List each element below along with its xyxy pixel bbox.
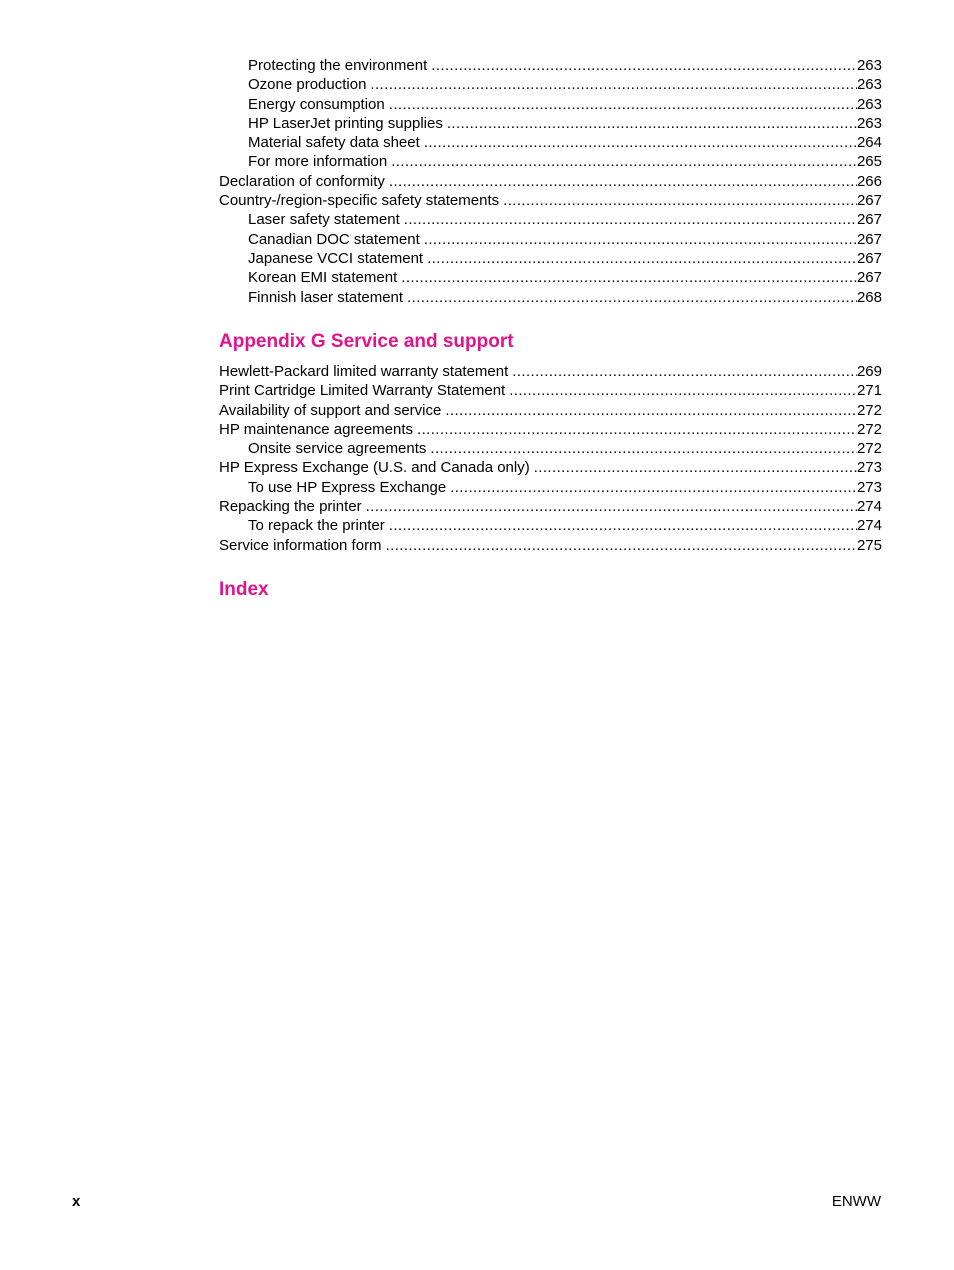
toc-entry[interactable] bbox=[219, 439, 882, 458]
toc-entry-page: 263 bbox=[856, 76, 882, 94]
toc-entry-page: 263 bbox=[856, 95, 882, 113]
toc-entry-title: HP LaserJet printing supplies bbox=[248, 114, 443, 132]
toc-entry-title: Onsite service agreements bbox=[248, 440, 427, 458]
dot-leader bbox=[450, 478, 857, 497]
dot-leader bbox=[534, 458, 857, 477]
toc-entry-title: Material safety data sheet bbox=[248, 134, 420, 152]
dot-leader bbox=[366, 497, 857, 516]
toc-entry[interactable] bbox=[219, 210, 882, 229]
dot-leader bbox=[401, 268, 857, 287]
toc-entry-page: 273 bbox=[856, 459, 882, 477]
dot-leader bbox=[391, 152, 857, 171]
toc-entry-page: 273 bbox=[856, 478, 882, 496]
toc-entry-title: For more information bbox=[248, 153, 388, 171]
toc-entry-title: Print Cartridge Limited Warranty Statement bbox=[219, 382, 506, 400]
toc-entry-title: Service information form bbox=[219, 536, 382, 554]
toc-entry[interactable] bbox=[219, 536, 882, 555]
toc-entry-page: 266 bbox=[856, 172, 882, 190]
toc-entry-page: 267 bbox=[856, 192, 882, 210]
toc-entry-page: 267 bbox=[856, 249, 882, 267]
toc-entry-page: 267 bbox=[856, 230, 882, 248]
toc-entry-title: Repacking the printer bbox=[219, 498, 362, 516]
toc-entry-title: Energy consumption bbox=[248, 95, 385, 113]
toc-entry-page: 263 bbox=[856, 57, 882, 74]
toc-entry[interactable] bbox=[219, 191, 882, 210]
toc-entry-title: Country-/region-specific safety statements bbox=[219, 192, 500, 210]
toc-entry-title: Ozone production bbox=[248, 76, 367, 94]
dot-leader bbox=[445, 401, 857, 420]
toc-entry[interactable] bbox=[219, 497, 882, 516]
toc-entry-page: 272 bbox=[856, 401, 882, 419]
toc-entry[interactable] bbox=[219, 288, 882, 307]
toc-entry[interactable] bbox=[219, 133, 882, 152]
toc-entry[interactable] bbox=[219, 172, 882, 191]
toc-entry-title: Protecting the environment bbox=[248, 57, 428, 74]
toc-entry-title: Korean EMI statement bbox=[248, 269, 398, 287]
index-heading[interactable]: Index bbox=[219, 579, 269, 600]
dot-leader bbox=[389, 516, 857, 535]
toc-entry[interactable] bbox=[219, 114, 882, 133]
toc-entry-page: 267 bbox=[856, 211, 882, 229]
dot-leader bbox=[389, 172, 857, 191]
toc-entry[interactable] bbox=[219, 458, 882, 477]
toc-entry[interactable] bbox=[219, 420, 882, 439]
toc-entry[interactable] bbox=[219, 75, 882, 94]
toc-entry-title: Canadian DOC statement bbox=[248, 230, 420, 248]
toc-entry-page: 274 bbox=[856, 517, 882, 535]
dot-leader bbox=[407, 288, 857, 307]
dot-leader bbox=[404, 210, 857, 229]
toc-entry-page: 272 bbox=[856, 420, 882, 438]
toc-entry[interactable] bbox=[219, 230, 882, 249]
toc-entry-page: 263 bbox=[856, 114, 882, 132]
toc-entry[interactable] bbox=[219, 362, 882, 381]
toc-entry-page: 267 bbox=[856, 269, 882, 287]
dot-leader bbox=[512, 362, 857, 381]
toc-entry[interactable] bbox=[219, 56, 882, 75]
toc-entry-title: Japanese VCCI statement bbox=[248, 249, 424, 267]
toc-entry-page: 272 bbox=[856, 440, 882, 458]
toc-entry-title: Finnish laser statement bbox=[248, 288, 404, 306]
toc-entry-page: 271 bbox=[856, 382, 882, 400]
toc-entry[interactable] bbox=[219, 152, 882, 171]
toc-entry-title: Laser safety statement bbox=[248, 211, 400, 229]
toc-entry-page: 269 bbox=[856, 363, 882, 380]
dot-leader bbox=[424, 133, 857, 152]
toc-entry-title: Hewlett-Packard limited warranty statement bbox=[219, 363, 509, 380]
toc-entry-page: 264 bbox=[856, 134, 882, 152]
toc-entry[interactable] bbox=[219, 268, 882, 287]
dot-leader bbox=[424, 230, 857, 249]
toc-entry-title: Availability of support and service bbox=[219, 401, 442, 419]
toc-entry-page: 268 bbox=[856, 288, 882, 306]
toc-entry-title: HP Express Exchange (U.S. and Canada only) bbox=[219, 459, 530, 477]
footer-label: ENWW bbox=[831, 1193, 881, 1210]
footer-page-number: x bbox=[72, 1193, 81, 1210]
dot-leader bbox=[417, 420, 857, 439]
toc-entry[interactable] bbox=[219, 95, 882, 114]
dot-leader bbox=[427, 249, 857, 268]
dot-leader bbox=[389, 95, 857, 114]
dot-leader bbox=[370, 75, 857, 94]
dot-leader bbox=[509, 381, 857, 400]
toc-entry-page: 275 bbox=[856, 536, 882, 554]
toc-list-appendix-g bbox=[219, 362, 882, 555]
dot-leader bbox=[503, 191, 857, 210]
toc-entry-title: Declaration of conformity bbox=[219, 172, 385, 190]
dot-leader bbox=[386, 536, 857, 555]
toc-entry[interactable] bbox=[219, 516, 882, 535]
toc-entry[interactable] bbox=[219, 249, 882, 268]
dot-leader bbox=[431, 56, 857, 75]
toc-entry-page: 274 bbox=[856, 498, 882, 516]
toc-entry-title: To use HP Express Exchange bbox=[248, 478, 447, 496]
toc-entry[interactable] bbox=[219, 401, 882, 420]
toc-entry[interactable] bbox=[219, 381, 882, 400]
toc-list-top bbox=[219, 56, 882, 307]
dot-leader bbox=[447, 114, 857, 133]
toc-entry-title: HP maintenance agreements bbox=[219, 420, 414, 438]
toc-entry-title: To repack the printer bbox=[248, 517, 385, 535]
appendix-g-heading[interactable]: Appendix G Service and support bbox=[219, 331, 514, 352]
dot-leader bbox=[430, 439, 857, 458]
toc-entry-page: 265 bbox=[856, 153, 882, 171]
toc-entry[interactable] bbox=[219, 478, 882, 497]
